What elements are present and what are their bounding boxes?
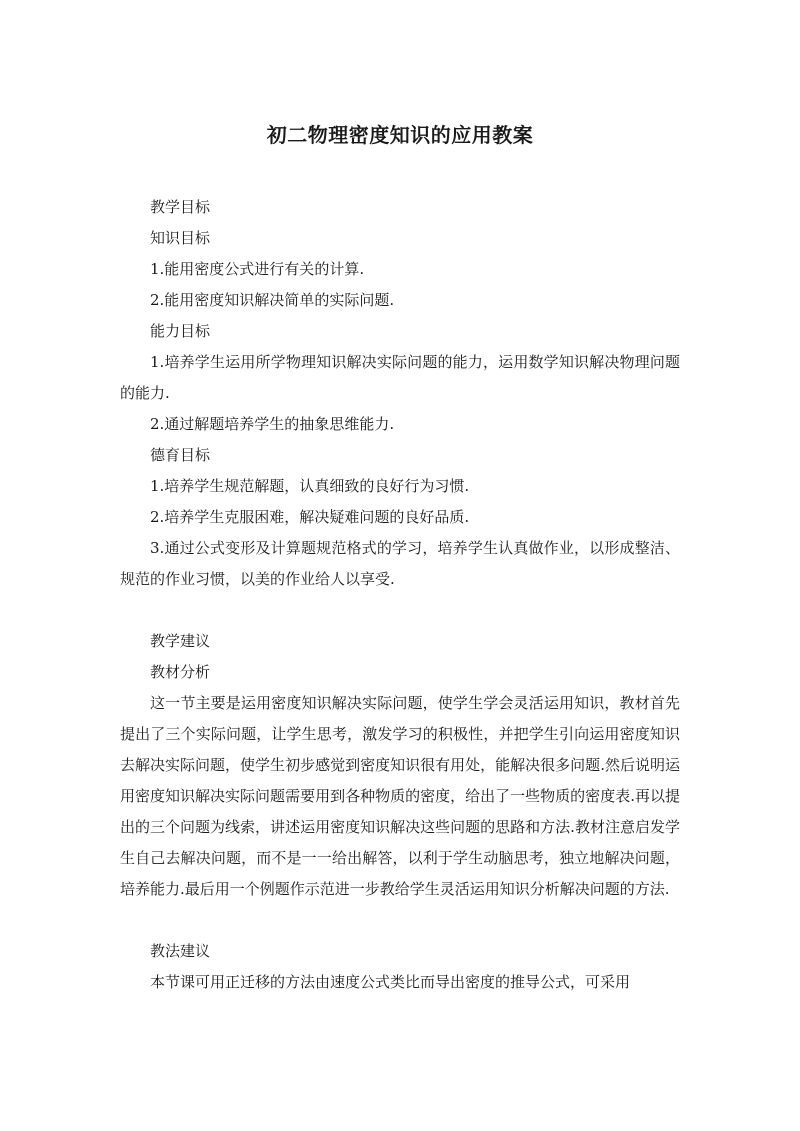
knowledge-goal-item: 1.能用密度公式进行有关的计算. [150,260,365,278]
ability-goal-item: 1.培养学生运用所学物理知识解决实际问题的能力，运用数学知识解决物理问题的能力. [120,353,680,402]
section-spacer [120,595,680,626]
material-analysis-paragraph: 这一节主要是运用密度知识解决实际问题，使学生学会灵活运用知识，教材首先提出了三个实际问题，让学生思考，激发学习的积极性，并把学生引向运用密度知识去解决实际问题，使学生初步感觉到密度知识很有用处，能解决很多问题.然后说明运用密度知识解决实际问题需要用到各种物质的密度，给出了一些物质的密度表.再以提出的三个问题为线索，讲述运用密度知识解决这些问题的思路和方法.教材注意启发学生自己去解决问题，而不是一一给出解答，以利于学生动脑思考，独立地解决问题，培养能力.最后用一个例题作示范进一步教给学生灵活运用知识分析解决问题的方法. [120,694,680,898]
moral-goal-item: 2.培养学生克服困难，解决疑难问题的良好品质. [150,508,470,526]
moral-goal-item: 1.培养学生规范解题，认真细致的良好行为习惯. [150,477,470,495]
ability-goals-heading: 能力目标 [150,322,211,340]
knowledge-goals-heading: 知识目标 [150,229,211,247]
method-suggestions-heading: 教法建议 [150,942,211,960]
ability-goal-item: 2.通过解题培养学生的抽象思维能力. [150,415,395,433]
material-analysis-heading: 教材分析 [150,663,211,681]
document-body [120,192,680,998]
knowledge-goal-item: 2.能用密度知识解决简单的实际问题. [150,291,395,309]
moral-goal-item: 3.通过公式变形及计算题规范格式的学习，培养学生认真做作业，以形成整洁、规范的作业习惯，以美的作业给人以享受. [120,539,680,588]
method-suggestions-paragraph: 本节课可用正迁移的方法由速度公式类比而导出密度的推导公式，可采用 [150,973,631,991]
teaching-goals-heading: 教学目标 [150,198,211,216]
moral-goals-heading: 德育目标 [150,446,211,464]
document-title: 初二物理密度知识的应用教案 [266,123,534,147]
teaching-suggestions-heading: 教学建议 [150,632,211,650]
section-spacer [120,905,680,936]
